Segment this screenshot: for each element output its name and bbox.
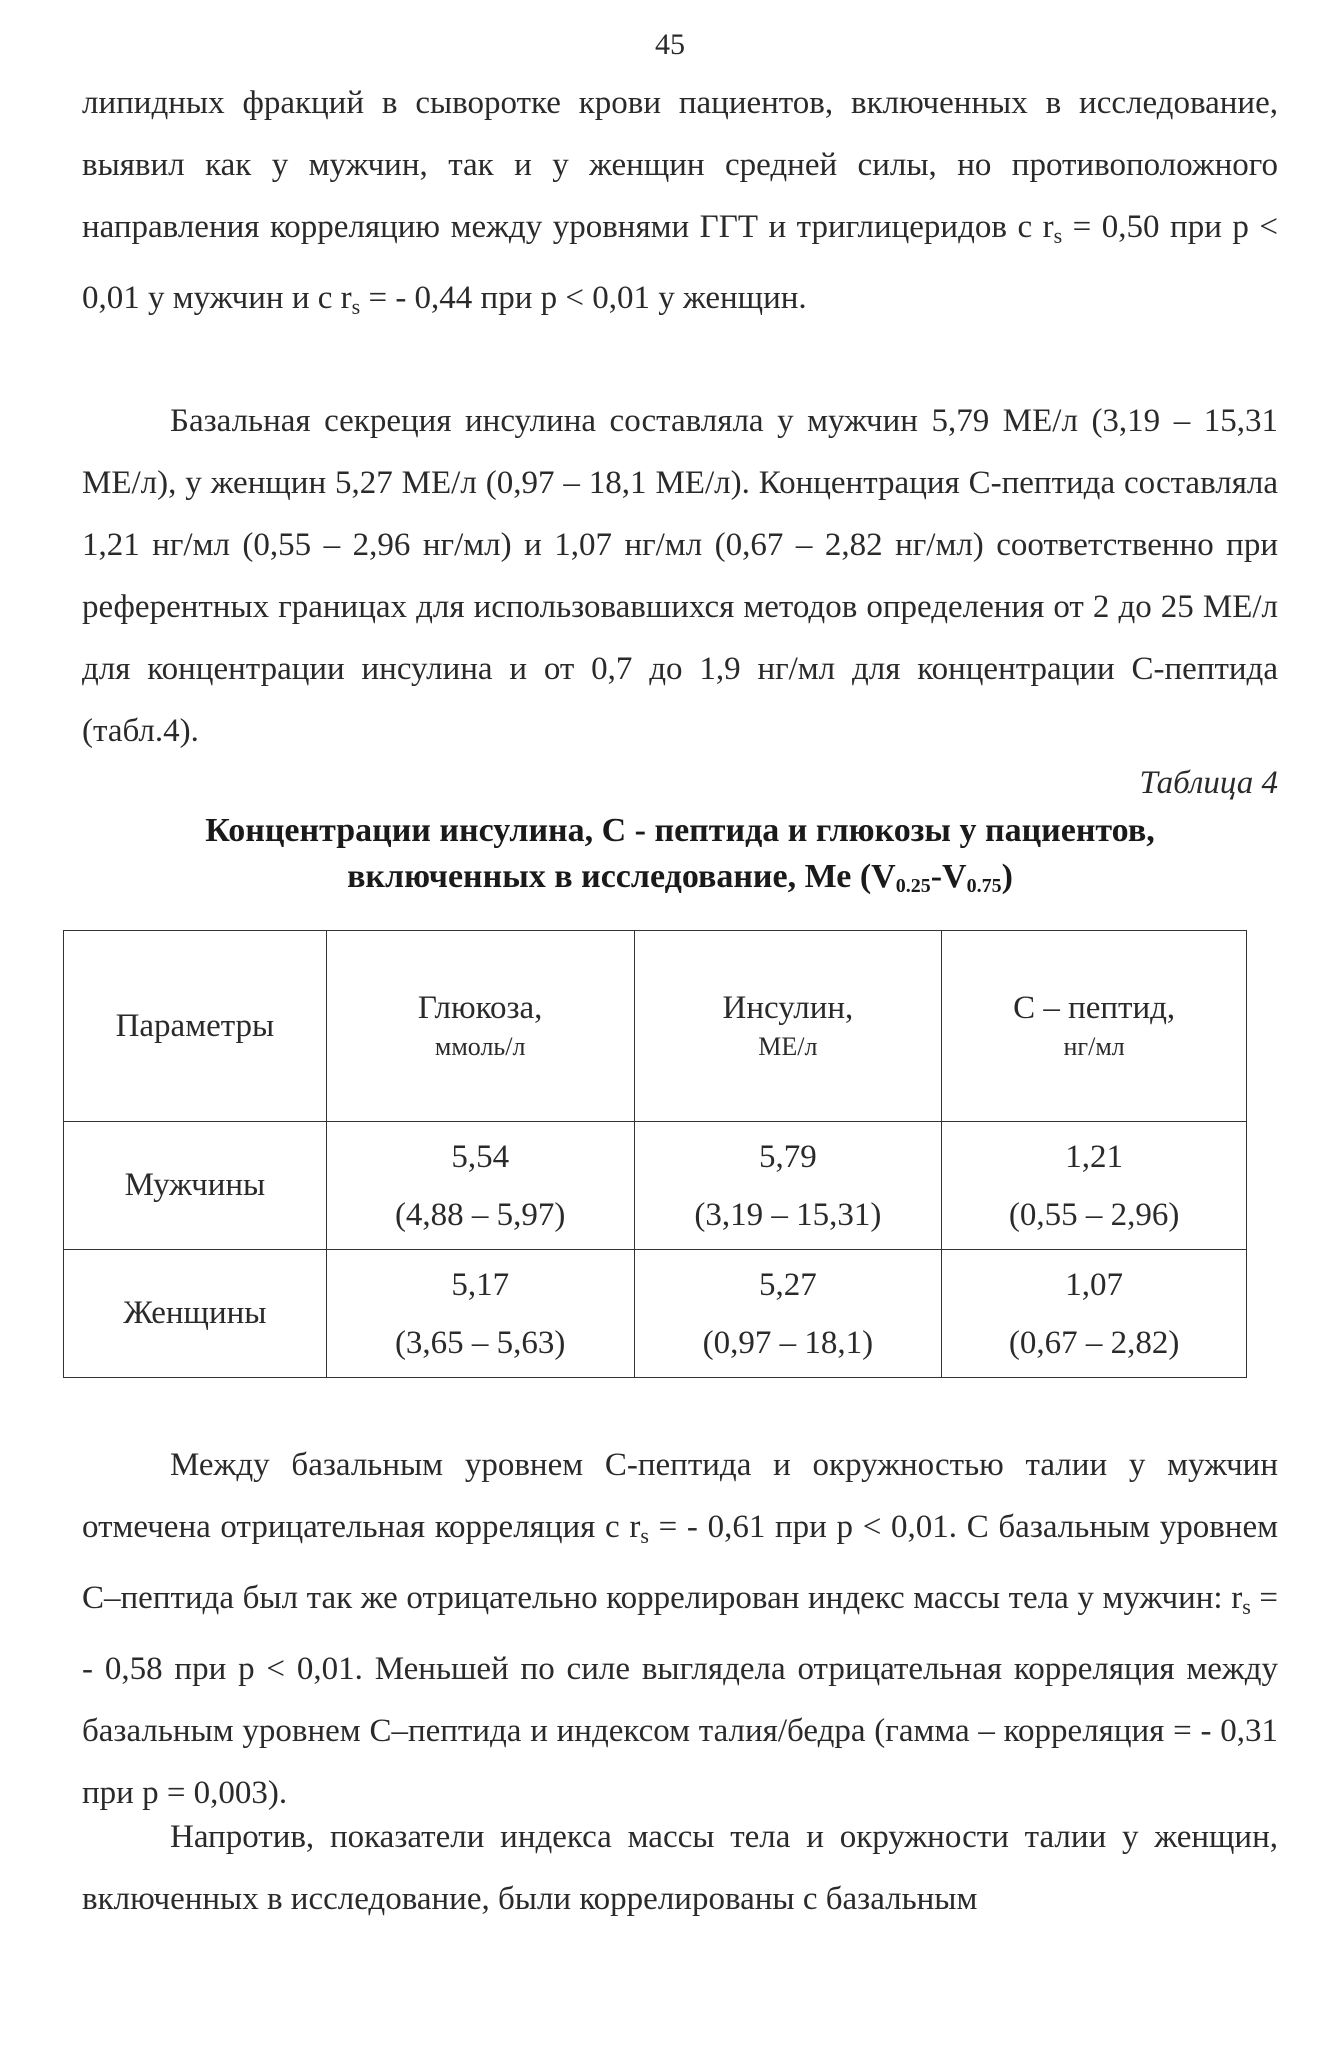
table-title: Концентрации инсулина, С - пептида и глюкозы у пациентов, включенных в исследование, Ме (V0.25-V0.75) [205,812,1155,897]
header-parameters: Параметры [64,931,327,1122]
header-c-peptide: С – пептид, нг/мл [942,931,1247,1122]
row-label-women: Женщины [64,1250,327,1378]
table-row-men [64,1122,1247,1250]
cell-men-insulin: 5,79 (3,19 – 15,31) [634,1122,942,1250]
header-glucose: Глюкоза, ммоль/л [326,931,634,1122]
paragraph-insulin-secretion: Базальная секреция инсулина составляла у мужчин 5,79 МЕ/л (3,19 – 15,31 МЕ/л), у женщин 5,27 МЕ/л (0,97 – 18,1 МЕ/л). Концентрация С-пептида составляла 1,21 нг/мл (0,55 – 2,96 нг/мл) и 1,07 нг/мл (0,67 – 2,82 нг/мл) соответственно при референтных границах для использовавшихся методов определения от 2 до 25 МЕ/л для концентрации инсулина и от 0,7 до 1,9 нг/мл для концентрации С-пептида (табл.4). [82,403,1278,749]
row-label-men: Мужчины [64,1122,327,1250]
cell-men-glucose: 5,54 (4,88 – 5,97) [326,1122,634,1250]
cell-women-insulin: 5,27 (0,97 – 18,1) [634,1250,942,1378]
table-row-women [64,1250,1247,1378]
concentration-table [63,930,1247,1378]
cell-women-c-peptide: 1,07 (0,67 – 2,82) [942,1250,1247,1378]
paragraph-c-peptide-correlation: Между базальным уровнем С-пептида и окружностью талии у мужчин отмечена отрицательная корреляция с $r_s$ = - 0,61 при р < 0,01. С базальным уровнем С–пептида был так же отрицательно коррелирован индекс массы тела у мужчин: $r_s$ = - 0,58 при р < 0,01. Меньшей по силе выглядела отрицательная корреляция между базальным уровнем С–пептида и индексом талия/бедра (гамма – корреляция = - 0,31 при р = 0,003). [82,1447,1278,1811]
paragraph-women-correlation: Напротив, показатели индекса массы тела и окружности талии у женщин, включенных в исследование, были коррелированы с базальным [82,1819,1278,1917]
paragraph-lipid-correlation: липидных фракций в сыворотке крови пациентов, включенных в исследование, выявил как у мужчин, так и у женщин средней силы, но противоположного направления корреляцию между уровнями ГГТ и триглицеридов с $r_s = 0,50$ при р < 0,01 у мужчин и с $r_s$ = - 0,44 при р < 0,01 у женщин. [82,85,1278,319]
table-label: Таблица 4 [1139,765,1278,801]
header-insulin: Инсулин, МЕ/л [634,931,942,1122]
cell-men-c-peptide: 1,21 (0,55 – 2,96) [942,1122,1247,1250]
cell-women-glucose: 5,17 (3,65 – 5,63) [326,1250,634,1378]
table-header-row [64,931,1247,1122]
page-number: 45 [655,28,685,61]
